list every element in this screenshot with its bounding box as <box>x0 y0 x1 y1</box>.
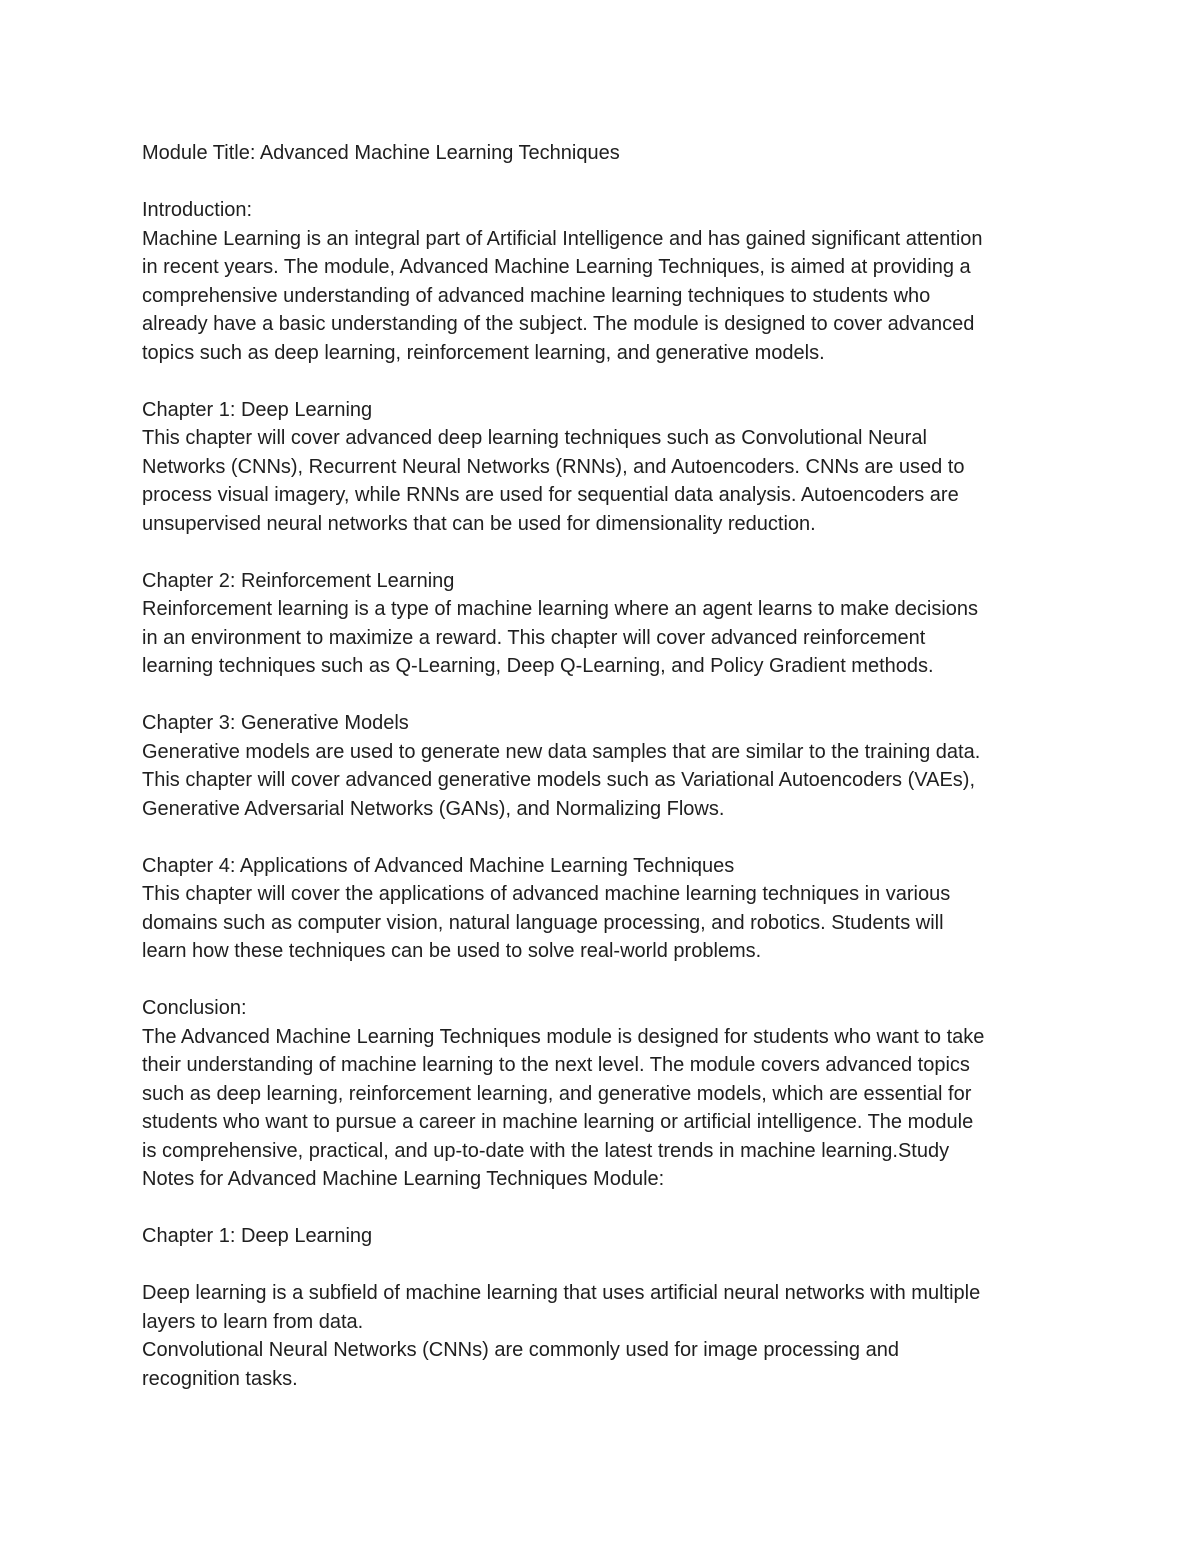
chapter-3-line: Generative models are used to generate new data samples that are similar to the training data. <box>142 740 981 763</box>
notes-chapter-1-line: recognition tasks. <box>142 1367 298 1390</box>
introduction-line: in recent years. The module, Advanced Machine Learning Techniques, is aimed at providing a <box>142 256 971 278</box>
notes-chapter-1-line: Deep learning is a subfield of machine learning that uses artificial neural networks with multiple <box>142 1282 981 1304</box>
conclusion-line: is comprehensive, practical, and up-to-date with the latest trends in machine learning.Study <box>142 1139 950 1162</box>
conclusion-heading: Conclusion: <box>142 997 247 1019</box>
conclusion-line: Notes for Advanced Machine Learning Techniques Module: <box>142 1168 665 1190</box>
chapter-2-line: Reinforcement learning is a type of machine learning where an agent learns to make decisions <box>142 598 979 620</box>
chapter-4-line: domains such as computer vision, natural language processing, and robotics. Students will <box>142 911 944 934</box>
chapter-3-section <box>142 709 1072 823</box>
chapter-2-line: learning techniques such as Q-Learning, Deep Q-Learning, and Policy Gradient methods. <box>142 655 934 677</box>
notes-chapter-1-line: layers to learn from data. <box>142 1310 364 1333</box>
chapter-4-heading: Chapter 4: Applications of Advanced Machine Learning Techniques <box>142 854 735 877</box>
chapter-4-line: This chapter will cover the applications of advanced machine learning techniques in various <box>142 883 951 905</box>
conclusion-line: The Advanced Machine Learning Techniques module is designed for students who want to take <box>142 1025 985 1048</box>
notes-chapter-1-line: Convolutional Neural Networks (CNNs) are commonly used for image processing and <box>142 1339 899 1361</box>
chapter-1-line: process visual imagery, while RNNs are used for sequential data analysis. Autoencoders are <box>142 484 959 506</box>
chapter-3-line: Generative Adversarial Networks (GANs), and Normalizing Flows. <box>142 797 725 820</box>
chapter-4-section <box>142 852 1072 966</box>
chapter-2-line: in an environment to maximize a reward. This chapter will cover advanced reinforcement <box>142 626 926 649</box>
chapter-4-line: learn how these techniques can be used to solve real-world problems. <box>142 940 762 962</box>
module-title-block <box>142 139 1072 168</box>
conclusion-line: their understanding of machine learning to the next level. The module covers advanced topics <box>142 1054 970 1076</box>
notes-chapter-1-section <box>142 1279 1072 1393</box>
chapter-1-line: unsupervised neural networks that can be used for dimensionality reduction. <box>142 512 816 535</box>
chapter-2-section <box>142 567 1072 681</box>
chapter-1-line: This chapter will cover advanced deep learning techniques such as Convolutional Neural <box>142 427 927 449</box>
notes-chapter-1-heading-block <box>142 1222 1072 1251</box>
chapter-2-heading: Chapter 2: Reinforcement Learning <box>142 569 455 592</box>
chapter-3-line: This chapter will cover advanced generative models such as Variational Autoencoders (VAEs), <box>142 769 976 791</box>
introduction-heading: Introduction: <box>142 199 253 221</box>
module-title: Module Title: Advanced Machine Learning Techniques <box>142 142 620 164</box>
chapter-1-line: Networks (CNNs), Recurrent Neural Networks (RNNs), and Autoencoders. CNNs are used to <box>142 455 965 478</box>
introduction-line: Machine Learning is an integral part of Artificial Intelligence and has gained significant attention <box>142 227 983 250</box>
conclusion-line: students who want to pursue a career in machine learning or artificial intelligence. The module <box>142 1111 974 1133</box>
introduction-line: topics such as deep learning, reinforcement learning, and generative models. <box>142 341 825 364</box>
introduction-line: comprehensive understanding of advanced machine learning techniques to students who <box>142 284 931 307</box>
chapter-3-heading: Chapter 3: Generative Models <box>142 712 409 734</box>
chapter-1-heading: Chapter 1: Deep Learning <box>142 398 373 421</box>
document-body <box>142 139 1072 1422</box>
introduction-line: already have a basic understanding of the subject. The module is designed to cover advanced <box>142 313 975 335</box>
chapter-1-section <box>142 396 1072 539</box>
conclusion-line: such as deep learning, reinforcement learning, and generative models, which are essential for <box>142 1082 972 1105</box>
notes-chapter-1-heading: Chapter 1: Deep Learning <box>142 1225 373 1247</box>
introduction-section <box>142 196 1072 367</box>
conclusion-section <box>142 994 1072 1194</box>
